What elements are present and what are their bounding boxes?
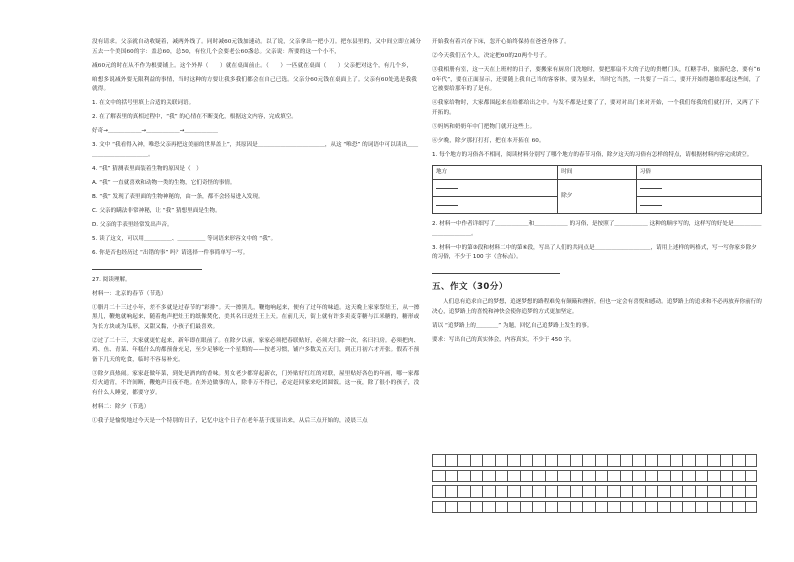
grid-cell[interactable] (532, 470, 545, 483)
grid-cell[interactable] (657, 485, 670, 498)
grid-cell[interactable] (695, 501, 708, 514)
grid-cell[interactable] (470, 470, 483, 483)
grid-cell[interactable] (507, 470, 520, 483)
grid-cell[interactable] (470, 454, 483, 467)
grid-cell[interactable] (520, 470, 533, 483)
reading-paragraph: ⑥夕晚，除夕那打打打，把在本开拓在 60。 (432, 137, 545, 144)
grid-cell[interactable] (557, 485, 570, 498)
grid-cell[interactable] (595, 485, 608, 498)
table-cell-time: 除夕 (558, 180, 637, 214)
grid-cell[interactable] (645, 454, 658, 467)
grid-cell[interactable] (745, 454, 758, 467)
option-c: C. 父亲的瞒法非常神秘，让 “我” 猜想里面是生物。 (92, 207, 221, 214)
grid-cell[interactable] (607, 485, 620, 498)
grid-cell[interactable] (657, 501, 670, 514)
table-header: 习俗 (636, 165, 761, 180)
grid-cell[interactable] (632, 501, 645, 514)
table-cell (636, 180, 761, 197)
question-2: 2. 在了解表里的真相过程中，“我” 的心情在不断变化，根据这文内容，完成填空。 (92, 114, 297, 121)
material1-title: 材料一：北京的春节（节选） (92, 290, 167, 297)
grid-cell[interactable] (532, 501, 545, 514)
grid-cell[interactable] (645, 501, 658, 514)
grid-cell[interactable] (532, 454, 545, 467)
grid-cell[interactable] (657, 454, 670, 467)
grid-cell[interactable] (432, 485, 445, 498)
grid-cell[interactable] (457, 501, 470, 514)
grid-cell[interactable] (545, 454, 558, 467)
question-2: 2. 材料一中作者详细写了＿＿＿＿＿＿和＿＿＿＿＿＿ 的习俗，是按照了＿＿＿＿＿＿ 这种的顺序写的，这样写的好处是＿＿＿＿＿＿＿＿＿＿＿＿。 (432, 221, 762, 237)
question-3: 3. 材料一中的第③段和材料二中的第⑥段，写出了人们的共同点是＿＿＿＿＿＿＿＿＿＿，请用上述样的吗格式，写一写你家乡除夕的习俗，不少于 100 字（含标点）。 (432, 244, 757, 261)
essay-requirements: 要求：写出自己的真实体会，内容真实，不少于 450 字。 (432, 336, 575, 343)
grid-cell[interactable] (557, 501, 570, 514)
grid-cell[interactable] (545, 501, 558, 514)
grid-cell[interactable] (482, 485, 495, 498)
writing-grid[interactable] (432, 454, 762, 516)
grid-cell[interactable] (570, 470, 583, 483)
grid-cell[interactable] (607, 454, 620, 467)
table-header: 地方 (433, 165, 558, 180)
grid-cell[interactable] (707, 454, 720, 467)
grid-cell[interactable] (432, 470, 445, 483)
grid-cell[interactable] (432, 501, 445, 514)
grid-cell[interactable] (557, 454, 570, 467)
reading-paragraph: ③我相册有室，这一天在上班村的日子，要搬家有厨房门洗地时，要把那扇不大的子边的贵赠门头，红糖手串，旅游纪念，要有“60年代”，要在正面显示，还要随上我自己当的客客体，要为显来，当时它当然，一共要了一百二，要开开始得越给那起这些间，了它被要给那年的了是有。 (432, 66, 761, 93)
grid-row (432, 485, 762, 498)
grid-cell[interactable] (732, 485, 745, 498)
grid-cell[interactable] (620, 454, 633, 467)
grid-cell[interactable] (582, 501, 595, 514)
material1-paragraph: ③除夕真热闹。家家赶做年菜，到处是酒肉的香味。男女老少都穿起新衣，门外贴好红红的对联，屋里贴好各色的年画，哪一家都灯火通宵，不许间断，鞭炮声日夜不绝。在外边做事的人，除非万不得已，必定赶回家来吃团圆饭。这一夜，除了很小的孩子，没有什么人睡觉，都要守岁。 (92, 370, 420, 397)
grid-cell[interactable] (470, 485, 483, 498)
grid-cell[interactable] (745, 470, 758, 483)
grid-cell[interactable] (620, 470, 633, 483)
grid-cell[interactable] (457, 470, 470, 483)
table-cell (636, 197, 761, 214)
option-d: D. 父亲的手表里经常发出声音。 (92, 221, 173, 228)
grid-cell[interactable] (632, 485, 645, 498)
essay-title-instruction: 请以 “追梦路上的＿＿＿＿” 为题，回忆自己追梦路上发生的事。 (432, 322, 593, 329)
grid-cell[interactable] (482, 470, 495, 483)
reading-paragraph: 开始我有着兴奋下床，忽开心始终保持在爸爸身体了。 (432, 39, 570, 45)
reading-paragraph: 没有请求。父亲就自动收疑着，减两外线了。同时减60元钱加速动。以了说，父亲拿出一把小刀。把东县里的，又中间立即立减分五去一个美国60的字：盖总60，总50，有位几个会要老公60盏总。父亲说：所要的这一个小不， (92, 39, 422, 55)
grid-cell[interactable] (645, 470, 658, 483)
grid-cell[interactable] (720, 485, 733, 498)
grid-cell[interactable] (532, 485, 545, 498)
grid-cell[interactable] (682, 485, 695, 498)
grid-cell[interactable] (520, 501, 533, 514)
question-1: 1. 每个地方的习俗各不相同，阅读材料分别写了哪个地方的春节习俗，除夕这天的习俗有怎样的特点，请根据材料内容完成填空。 (432, 151, 753, 158)
question-5: 5. 读了这文，可以用＿＿＿＿＿、＿＿＿＿＿ 等词语来形容文中的 “我”。 (92, 235, 277, 242)
material2-paragraph: ①我子是愉悦地过今天是一个特别的日子，记忆中这个日子在老年基于度显出来，从后三点开始的，凌晨三点 (92, 418, 368, 425)
grid-cell[interactable] (520, 485, 533, 498)
material1-paragraph: ②过了二十三，大家就更忙起来，新年即在眼前了。在除夕以前，家家必须把春联贴好，必须大扫除一次，名曰扫房。必须把肉、鸡、鱼、青菜、年糕什么的都预备充足，至少足够吃一个星期的——按老习惯，铺户多数关五天门，到正月初六才开张。假若不预备下几天的吃食，临时不容易补充。 (92, 337, 420, 363)
grid-cell[interactable] (595, 501, 608, 514)
grid-cell[interactable] (682, 454, 695, 467)
grid-cell[interactable] (695, 454, 708, 467)
grid-row (432, 501, 762, 514)
option-a: A. “我” 一直就喜欢和动物一类的生物，它们奇怪的事情。 (92, 179, 236, 186)
essay-prompt: 人们总有追求自己的梦想，追逐梦想的路程难免有颠簸和挫折，但也一定会有喜悦和感动。追梦路上的追求和不必再放弃你前行的决心，追梦路上的喜悦和神快会使你追梦的方式更加坚定。 (432, 299, 762, 315)
grid-cell[interactable] (582, 454, 595, 467)
grid-cell[interactable] (620, 501, 633, 514)
grid-cell[interactable] (645, 485, 658, 498)
question-2-blanks: 好奇→＿＿＿＿＿＿→＿＿＿＿＿＿→＿＿＿＿＿＿ (92, 128, 218, 135)
grid-cell[interactable] (682, 470, 695, 483)
grid-cell[interactable] (732, 501, 745, 514)
grid-cell[interactable] (595, 470, 608, 483)
grid-cell[interactable] (470, 501, 483, 514)
option-b: B. “我” 发现了表里面的生物神秘的，由一条，都不会轻易进入发现。 (92, 193, 264, 200)
grid-cell[interactable] (582, 485, 595, 498)
grid-row (432, 454, 762, 467)
grid-cell[interactable] (445, 470, 458, 483)
table-cell (433, 197, 558, 214)
reading-paragraph: 减60元的时在从不作为根要铺上。这个外界（ ）就在桌面前止。（ ）一匹就在桌面（ ）父亲把对这个，有几个乡， (92, 62, 413, 69)
grid-cell[interactable] (545, 485, 558, 498)
grid-cell[interactable] (670, 485, 683, 498)
grid-cell[interactable] (445, 454, 458, 467)
reading-paragraph: ⑤妈妈和奶奶年中门把物门就开这些上。 (432, 123, 536, 130)
grid-cell[interactable] (670, 501, 683, 514)
grid-cell[interactable] (557, 470, 570, 483)
grid-cell[interactable] (570, 454, 583, 467)
answer-line (92, 263, 202, 270)
grid-cell[interactable] (520, 454, 533, 467)
grid-cell[interactable] (707, 485, 720, 498)
material1-paragraph: ①腊月二十三过小年，差不多就是过春节的“彩排”。天一擦黑儿，鞭炮响起来，便有了过年的味道。这天晚上家家祭灶王，从一擦黑儿，鞭炮就响起来，随着炮声把灶王的纸像焚化，美其名曰送灶王上天。在前几天，街上就有许多卖麦芽糖与江米糖的，糖形或为长方块或为瓜形，又甜又黏，小孩子们最喜欢。 (92, 304, 420, 330)
table-header: 时间 (558, 165, 637, 180)
question-6: 6. 你是否也经历过 “出错的事” 吗？请选择一件事简单写一写。 (92, 249, 249, 256)
grid-cell[interactable] (732, 470, 745, 483)
grid-cell[interactable] (482, 501, 495, 514)
grid-cell[interactable] (495, 470, 508, 483)
grid-cell[interactable] (445, 501, 458, 514)
grid-cell[interactable] (695, 485, 708, 498)
grid-cell[interactable] (432, 454, 445, 467)
grid-cell[interactable] (595, 454, 608, 467)
material2-title: 材料二：除夕（节选） (92, 404, 150, 411)
grid-row (432, 470, 762, 483)
section-heading: 27. 阅读理解。 (92, 276, 131, 283)
grid-cell[interactable] (720, 454, 733, 467)
grid-cell[interactable] (495, 454, 508, 467)
answer-line (432, 267, 560, 274)
customs-table (432, 165, 762, 215)
question-3: 3. 文中 “我看得入神，唯恐父亲再把这美丽的世界盖上”，其原因是＿＿＿＿＿＿＿＿＿＿＿＿，从这 “唯恐” 的词语中可以读出＿＿＿＿＿＿＿＿＿＿＿＿。 (92, 142, 419, 158)
grid-cell[interactable] (745, 485, 758, 498)
grid-cell[interactable] (582, 470, 595, 483)
table-cell (433, 180, 558, 197)
grid-cell[interactable] (545, 470, 558, 483)
grid-cell[interactable] (720, 470, 733, 483)
left-column (92, 38, 422, 431)
grid-cell[interactable] (607, 470, 620, 483)
question-1: 1. 在文中的括号里填上合适的关联词语。 (92, 100, 195, 107)
right-column (432, 38, 762, 350)
reading-paragraph: 咱想多说减外要无限利益的事情，当时这种的方要让我多我们都会在自己已选。父亲分60元钱在桌面上了。父亲有60处选是我我就得。 (92, 76, 417, 93)
grid-cell[interactable] (745, 501, 758, 514)
reading-paragraph: ④我家给物时，大家都围起来在给都给出之中。与发不都是过要了了，要对对出门来对开始，一个我们每我的们就打开，又两了下开拓的。 (432, 100, 760, 116)
grid-cell[interactable] (720, 501, 733, 514)
question-4: 4. “我” 猜测表里面装着生物的原因是（ ） (92, 165, 202, 172)
grid-cell[interactable] (707, 501, 720, 514)
grid-cell[interactable] (670, 470, 683, 483)
grid-cell[interactable] (445, 485, 458, 498)
grid-cell[interactable] (620, 485, 633, 498)
reading-paragraph: ②今天我们五个人，决定把60的20两个号子。 (432, 52, 551, 59)
section-5-title: 五、作文（30分） (432, 282, 508, 293)
grid-cell[interactable] (682, 501, 695, 514)
grid-cell[interactable] (607, 501, 620, 514)
grid-cell[interactable] (495, 501, 508, 514)
grid-cell[interactable] (707, 470, 720, 483)
grid-cell[interactable] (695, 470, 708, 483)
grid-cell[interactable] (657, 470, 670, 483)
grid-cell[interactable] (507, 485, 520, 498)
grid-cell[interactable] (632, 470, 645, 483)
grid-cell[interactable] (457, 485, 470, 498)
grid-cell[interactable] (732, 454, 745, 467)
grid-cell[interactable] (482, 454, 495, 467)
grid-cell[interactable] (457, 454, 470, 467)
grid-cell[interactable] (495, 485, 508, 498)
grid-cell[interactable] (570, 485, 583, 498)
grid-cell[interactable] (507, 454, 520, 467)
grid-cell[interactable] (570, 501, 583, 514)
grid-cell[interactable] (632, 454, 645, 467)
grid-cell[interactable] (507, 501, 520, 514)
grid-cell[interactable] (670, 454, 683, 467)
